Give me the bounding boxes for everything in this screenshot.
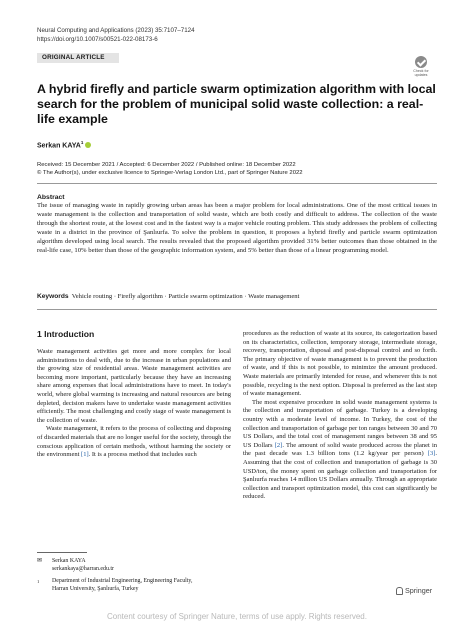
footnote-author-name: Serkan KAYA — [52, 558, 86, 564]
paragraph-text: Waste management, it refers to the process of collecting and disposing of discarded materials that are no longer useful for the society, through the conscious application of certain methods, without harming the society or the environment — [37, 425, 231, 459]
springer-horse-icon — [396, 587, 403, 595]
keywords-list: Vehicle routing · Firefly algorithm · Particle swarm optimization · Waste management — [71, 293, 300, 300]
check-updates-label: Check for updates — [413, 69, 429, 77]
orcid-icon[interactable] — [85, 142, 91, 148]
article-title: A hybrid firefly and particle swarm optimization algorithm with local search for the problem of municipal solid waste collection: a real-life example — [37, 82, 436, 127]
paragraph-text: . The amount of solid waste produced across the planet in the past decade was 1.3 billion tons (1.2 kg/year per person) — [243, 441, 437, 458]
keywords — [37, 293, 437, 300]
envelope-icon: ✉ — [37, 558, 42, 564]
copyright-line: © The Author(s), under exclusive licence to Springer-Verlag London Ltd., part of Springer Nature 2022 — [37, 170, 303, 176]
publisher-logo — [396, 586, 432, 595]
received-line: Received: 15 December 2021 / Accepted: 6 December 2022 / Published online: 18 December 2022 — [37, 162, 296, 168]
doi-link[interactable]: https://doi.org/10.1007/s00521-022-08173-6 — [37, 35, 158, 43]
paragraph-text: . Assuming that the cost of collection and transportation of garbage is 30 USD/ton, the money spent on garbage collection and transportation for Şanlıurfa reaches 14 million US Dollars annually. Through an appropriate collection and transport optimization model, this cost can significantly be reduced. — [243, 450, 437, 501]
keywords-label: Keywords — [37, 293, 69, 300]
affiliation-number: 1 — [37, 579, 40, 584]
paragraph — [37, 425, 231, 459]
divider — [37, 183, 437, 184]
affiliation-mark: 1 — [80, 140, 84, 145]
affiliation-footnote — [37, 578, 192, 593]
citation-link[interactable]: [2] — [274, 441, 283, 449]
publisher-name: Springer — [405, 586, 433, 595]
left-column — [37, 348, 231, 460]
copyright-watermark: Content courtesy of Springer Nature, terms of use apply. Rights reserved. — [107, 612, 367, 621]
corresponding-author-footnote — [37, 558, 114, 573]
paragraph: Waste management activities get more and more complex for local administrations to deal with, due to the increase in urban populations and the growing size of residential areas. Waste management activities are becoming more important, particularly because they have an increasing share among expenses that local administrations have to meet. In today's world, where global warming is increasing and natural resources are being depleted, decision makers have to undertake waste management activities efficiently. The most challenging and costly stage of waste management is the collection of waste. — [37, 348, 231, 424]
right-column — [243, 330, 437, 502]
author-line — [37, 140, 91, 149]
affiliation-line: Harran University, Şanlıurfa, Turkey — [52, 585, 139, 592]
section-heading: 1 Introduction — [37, 329, 95, 339]
check-for-updates-button[interactable] — [407, 56, 435, 78]
journal-citation: Neural Computing and Applications (2023) 35:7107–7124 — [37, 27, 195, 34]
check-updates-icon — [415, 56, 427, 68]
paragraph-text: . It is a process method that includes such — [88, 451, 197, 459]
affiliation-line: Department of Industrial Engineering, Engineering Faculty, — [52, 578, 193, 584]
citation-link[interactable]: [1] — [81, 451, 89, 459]
paragraph-text: The most expensive procedure in solid waste management systems is the collection and transportation of garbage. Turkey is a developing country with a moderate level of income. In Turkey, the cost of the collection and transportation of garbage per ton ranges between 30 and 70 US Dollars, and the total cost of management ranges between 38 and 95 US Dollars — [243, 398, 437, 449]
footnote-email[interactable]: serkankaya@harran.edu.tr — [52, 565, 115, 572]
paragraph — [243, 399, 437, 502]
author-name[interactable]: Serkan KAYA — [37, 142, 81, 150]
paragraph: procedures as the reduction of waste at its source, its categorization based on its characteristics, collection, temporary storage, intermediate storage, recovery, transportation, disposal and post-disposal control and so forth. The primary objective of waste management is to prevent the production of waste, and if this is not possible, to minimize the amount produced. Waste materials are primarily intended for reuse, and whenever this is not possible, recycling is the next option. Disposal is preferred as the last step of waste management. — [243, 330, 437, 398]
abstract-text: The issue of managing waste in rapidly growing urban areas has been a major problem for local administrations. One of the most critical issues in waste management is the collection and transportation of solid waste, which are both costly and difficult to address. The collection of the waste through the shortest route, at the lowest cost and in the fastest way is a major vehicle routing problem. This study addresses the problem of collecting waste in a district in the province of Şanlıurfa. To solve the problem in question, it proposes a hybrid firefly and particle swarm optimization algorithm developed using local search. The results revealed that the proposed algorithm provided 31% better outcomes than those obtained in the real-life case, 10% better than those of the geographic information system, and 5% better than those of a linear programming model. — [37, 202, 437, 254]
divider — [37, 309, 437, 310]
citation-link[interactable]: [3] — [427, 450, 436, 458]
article-type-badge: ORIGINAL ARTICLE — [37, 53, 119, 63]
journal-header — [37, 27, 195, 44]
footnote-divider — [37, 552, 87, 553]
publication-dates — [37, 161, 303, 177]
abstract-heading: Abstract — [37, 194, 65, 201]
